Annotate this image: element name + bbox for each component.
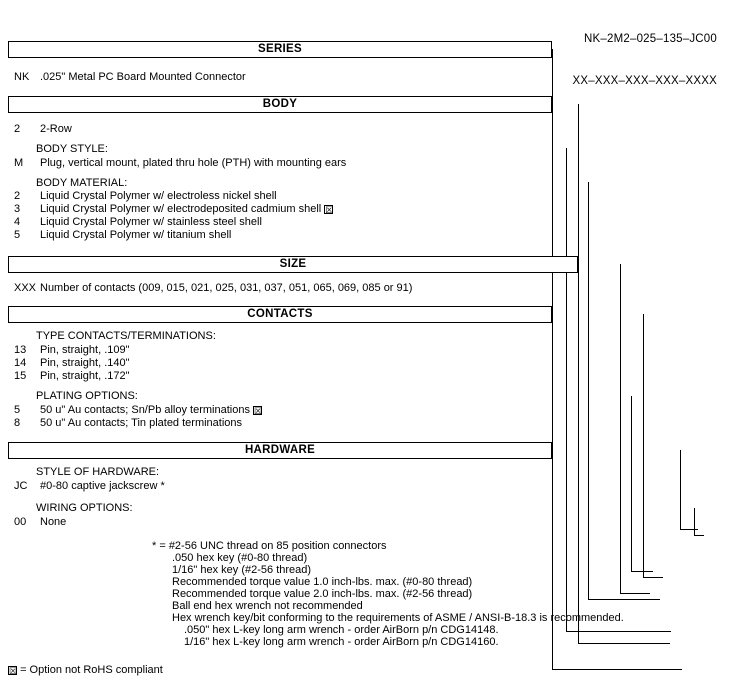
section-header-series: SERIES: [8, 41, 552, 58]
row-desc: .025" Metal PC Board Mounted Connector: [40, 71, 246, 83]
leader-wiring: [694, 508, 704, 536]
row-code: 4: [14, 216, 21, 228]
rohs-flag-icon: [8, 666, 17, 675]
row-code: 15: [14, 370, 27, 382]
row-desc: 50 u" Au contacts; Tin plated terminations: [40, 417, 243, 429]
note-line-2: .050 hex key (#0-80 thread): [172, 552, 308, 564]
row-desc: Pin, straight, .109": [40, 344, 130, 356]
note-line-6: Ball end hex wrench not recommended: [172, 600, 363, 612]
row-code: 2: [14, 123, 21, 135]
row-desc: Liquid Crystal Polymer w/ stainless steel shell: [40, 216, 262, 228]
notes-block: [152, 540, 712, 648]
row-desc: #0-80 captive jackscrew *: [40, 480, 165, 492]
row-code: 5: [14, 229, 21, 241]
note-line-5: Recommended torque value 2.0 inch-lbs. max. (#2-56 thread): [172, 588, 473, 600]
group-label-type-contacts: TYPE CONTACTS/TERMINATIONS:: [36, 330, 216, 342]
note-line-1: * = #2-56 UNC thread on 85 position connectors: [152, 540, 387, 552]
row-code: 00: [14, 516, 27, 528]
note-line-3: 1/16" hex key (#2-56 thread): [172, 564, 312, 576]
group-label-wiring-options: WIRING OPTIONS:: [36, 502, 133, 514]
note-line-9: 1/16" hex L-key long arm wrench - order AirBorn p/n CDG14160.: [184, 636, 499, 648]
footnote-rohs: [8, 664, 163, 676]
group-label-style-of-hardware: STYLE OF HARDWARE:: [36, 466, 160, 478]
row-code: JC: [14, 480, 28, 492]
row-desc: Number of contacts (009, 015, 021, 025, 031, 037, 051, 065, 069, 085 or 91): [40, 282, 413, 294]
note-line-8: .050" hex L-key long arm wrench - order AirBorn p/n CDG14148.: [184, 624, 499, 636]
row-desc: Liquid Crystal Polymer w/ electrodeposited cadmium shell: [40, 203, 322, 215]
row-desc: Plug, vertical mount, plated thru hole (PTH) with mounting ears: [40, 157, 347, 169]
group-label-body-material: BODY MATERIAL:: [36, 177, 128, 189]
row-code: 5: [14, 404, 21, 416]
row-desc: 2-Row: [40, 123, 72, 135]
section-header-contacts: CONTACTS: [8, 306, 552, 323]
row-code: XXX: [14, 282, 37, 294]
row-code: 3: [14, 203, 21, 215]
row-code: 13: [14, 344, 27, 356]
note-line-4: Recommended torque value 1.0 inch-lbs. max. (#0-80 thread): [172, 576, 473, 588]
group-label-body-style: BODY STYLE:: [36, 143, 108, 155]
row-code: M: [14, 157, 24, 169]
section-header-hardware: HARDWARE: [8, 442, 552, 459]
group-label-plating-options: PLATING OPTIONS:: [36, 390, 138, 402]
row-desc: Pin, straight, .172": [40, 370, 130, 382]
row-code: NK: [14, 71, 30, 83]
row-desc: Liquid Crystal Polymer w/ titanium shell: [40, 229, 232, 241]
row-desc: None: [40, 516, 67, 528]
row-code: 8: [14, 417, 21, 429]
row-desc: 50 u" Au contacts; Sn/Pb alloy terminations: [40, 404, 250, 416]
row-code: 14: [14, 357, 27, 369]
row-desc: Liquid Crystal Polymer w/ electroless nickel shell: [40, 190, 277, 202]
section-header-body: BODY: [8, 96, 552, 113]
section-header-size: SIZE: [8, 256, 578, 273]
row-desc: Pin, straight, .140": [40, 357, 130, 369]
part-number-example: NK–2M2–025–135–JC00: [584, 33, 717, 45]
note-line-7: Hex wrench key/bit conforming to the requirements of ASME / ANSI-B-18.3 is recommended.: [172, 612, 624, 624]
row-code: 2: [14, 190, 21, 202]
part-number-mask: XX–XXX–XXX–XXX–XXXX: [572, 75, 717, 87]
rohs-flag-icon: [324, 205, 333, 214]
rohs-flag-icon: [253, 406, 262, 415]
footnote-text: = Option not RoHS compliant: [20, 664, 163, 676]
